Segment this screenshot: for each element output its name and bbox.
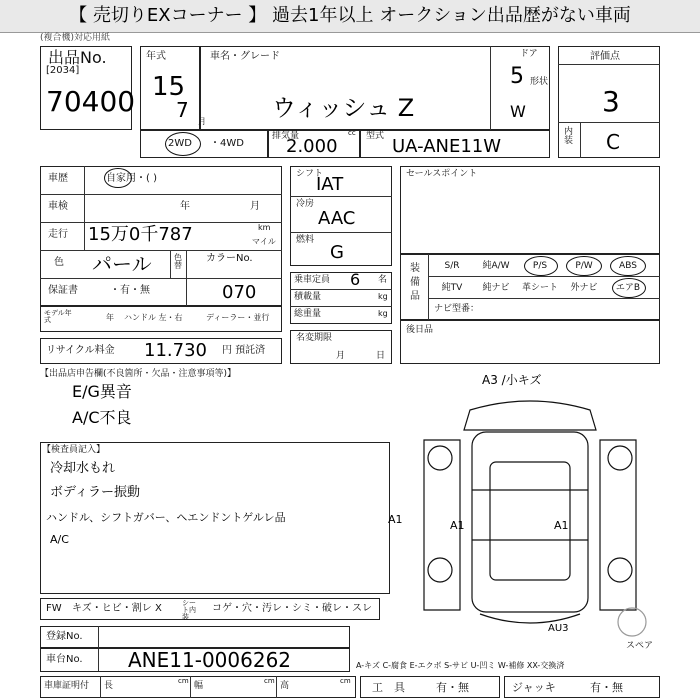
month-value: 7 — [176, 98, 189, 122]
capacity-unit: 名 — [378, 275, 388, 285]
eq-leather: 革シート — [521, 283, 558, 293]
aircon-label: 冷房 — [296, 199, 315, 209]
certificate-width: 幅 — [194, 681, 204, 691]
lot-tag: [2034] — [46, 65, 80, 76]
spare-label: スペア — [626, 641, 654, 651]
score-value: 3 — [602, 85, 620, 118]
fw-label: FW — [46, 603, 62, 614]
jack-label: ジャッキ — [512, 681, 556, 694]
fuel-value: G — [330, 242, 344, 263]
eq-pw: P/W — [575, 261, 593, 271]
diagram-left-note-2: A1 — [450, 519, 465, 532]
recycle-label: リサイクル料金 — [46, 345, 115, 356]
warranty-value: ・有・無 — [110, 285, 150, 296]
model-year-handle: ハンドル 左・右 — [124, 313, 183, 322]
eq-ps: P/S — [532, 261, 548, 271]
eq-airbag: エアB — [615, 283, 641, 293]
car-right-side — [600, 440, 636, 610]
eq-sr: S/R — [444, 261, 460, 271]
load-unit: kg — [378, 292, 388, 301]
inspector-line-1: 冷却水もれ — [50, 461, 116, 476]
certificate-cm-1: cm — [178, 677, 189, 685]
banner-title: 【 売切りEXコーナー 】 過去1年以上 オークション出品歴がない車両 — [0, 0, 700, 33]
capacity-value: 6 — [350, 270, 361, 289]
model-year-year: 年 — [106, 313, 114, 322]
shift-value: IAT — [316, 174, 344, 195]
door-label: ドア — [520, 49, 538, 59]
history-value: 自家用・( ) — [106, 173, 157, 184]
eq-aw: 純A/W — [482, 261, 510, 271]
wheel-front-right — [608, 446, 632, 470]
color-code-value: 070 — [222, 282, 257, 303]
certificate-cm-3: cm — [340, 677, 351, 685]
wheel-rear-left — [428, 558, 452, 582]
spare-tire-icon — [618, 608, 646, 636]
wheel-rear-right — [608, 558, 632, 582]
registration-row — [40, 626, 350, 648]
inspection-label: 車検 — [48, 201, 68, 212]
door-value: 5 — [510, 64, 524, 89]
header-note: (複合機)対応用紙 — [40, 33, 111, 43]
after-label: 後日品 — [406, 325, 434, 335]
year-value: 15 — [152, 72, 186, 102]
weight-label: 総重量 — [294, 309, 322, 319]
sales-point-label: セールスポイント — [406, 169, 478, 179]
interior-value: C — [606, 130, 620, 154]
certificate-height: 高 — [280, 681, 290, 691]
lot-number: 70400 — [46, 85, 136, 118]
model-value: UA-ANE11W — [392, 136, 502, 157]
mileage-unit-2: マイル — [252, 237, 276, 246]
color-value: パール — [92, 252, 152, 276]
chassis-value: ANE11-0006262 — [128, 648, 292, 672]
inspector-line-3: ハンドル、シフトガバー、ヘエンドントゲルレ品 — [46, 511, 286, 524]
name-change-day: 日 — [376, 351, 386, 361]
sales-point-box — [400, 166, 660, 254]
eq-navi: 純ナビ — [482, 283, 510, 293]
history-label: 車歴 — [48, 173, 68, 184]
color-code-label: カラーNo. — [206, 253, 253, 264]
registration-label: 登録No. — [46, 631, 83, 642]
exhibitor-line-2: A/C不良 — [72, 408, 132, 427]
fw-interior-label: シート内装 — [182, 599, 196, 621]
eq-tv: 純TV — [441, 283, 463, 293]
interior-label: 内装 — [564, 127, 574, 146]
eq-ext-navi: 外ナビ — [570, 283, 598, 293]
eq-abs: ABS — [619, 261, 637, 271]
displacement-label: 排気量 — [272, 131, 300, 141]
mileage-unit: km — [258, 223, 271, 232]
drive-box — [140, 130, 268, 158]
diagram-left-note-1: A1 — [388, 513, 403, 526]
score-label: 評価点 — [590, 51, 620, 62]
inspection-year: 年 — [180, 201, 190, 212]
color-change-label: 色替 — [174, 253, 182, 270]
inspector-line-2: ボディラー振動 — [50, 485, 140, 500]
inspector-line-4: A/C — [50, 533, 69, 546]
year-label: 年式 — [146, 51, 166, 62]
lot-label: 出品No. — [48, 48, 107, 67]
capacity-label: 乗車定員 — [294, 275, 331, 285]
tools-value: 有・無 — [436, 681, 469, 694]
damage-legend: A-キズ C-腐食 E-エクボ S-サビ U-凹ミ W-補修 XX-交換済 — [356, 661, 565, 670]
fuel-label: 燃料 — [296, 235, 315, 245]
mileage-label: 走行 — [48, 229, 68, 240]
warranty-label: 保証書 — [48, 285, 78, 296]
diagram-top-note: A3 /小キズ — [482, 373, 542, 387]
shape-label: 形状 — [530, 77, 549, 87]
drive-4wd: ・4WD — [210, 138, 244, 149]
model-label: 型式 — [366, 131, 385, 141]
navi-model-label: ナビ型番： — [434, 304, 480, 314]
fw-interior-text: コゲ・穴・汚レ・シミ・破レ・スレ — [212, 603, 372, 614]
diagram-bottom-note: AU3 — [548, 623, 569, 634]
displacement-unit: cc — [348, 129, 356, 137]
inspector-label: 【検査員記入】 — [42, 445, 106, 455]
certificate-label: 車庫証明付 — [44, 681, 90, 691]
shift-label: シフト — [296, 169, 324, 179]
certificate-cm-2: cm — [264, 677, 275, 685]
car-diagram — [400, 370, 660, 640]
certificate-length: 長 — [104, 681, 114, 691]
diagram-right-note: A1 — [554, 519, 569, 532]
mileage-value: 15万0千787 — [88, 224, 193, 245]
aircon-value: AAC — [318, 208, 356, 229]
jack-value: 有・無 — [590, 681, 623, 694]
weight-unit: kg — [378, 309, 388, 318]
color-label: 色 — [54, 257, 64, 268]
model-year-label: モデル年式 — [44, 309, 72, 324]
wheel-front-left — [428, 446, 452, 470]
inspection-month: 月 — [250, 201, 260, 212]
after-box — [400, 320, 660, 364]
name-change-month: 月 — [336, 351, 346, 361]
exhibitor-line-1: E/G異音 — [72, 382, 132, 401]
tools-label: 工 具 — [372, 681, 405, 694]
displacement-value: 2.000 — [286, 136, 338, 157]
name-change-label: 名変期限 — [296, 333, 333, 343]
drive-2wd: 2WD — [168, 138, 192, 149]
equipment-label: 装備品 — [410, 263, 420, 302]
exhibitor-label: 【出品店申告欄(不良箇所・欠品・注意事項等)】 — [40, 369, 237, 379]
car-name-value: ウィッシュ Z — [272, 94, 415, 122]
car-name-label: 車名・グレード — [210, 51, 280, 62]
recycle-value: 11.730 — [144, 340, 207, 361]
car-rear-bumper — [480, 614, 580, 623]
recycle-unit: 円 預託済 — [222, 345, 266, 356]
month-unit: 月 — [198, 117, 206, 126]
model-year-dealer: ディーラー・並行 — [206, 313, 270, 322]
fw-text: キズ・ヒビ・割レ X — [72, 603, 162, 614]
chassis-label: 車台No. — [46, 654, 83, 665]
shape-value: W — [510, 102, 526, 121]
load-label: 積載量 — [294, 292, 322, 302]
car-roof-front — [464, 401, 596, 430]
